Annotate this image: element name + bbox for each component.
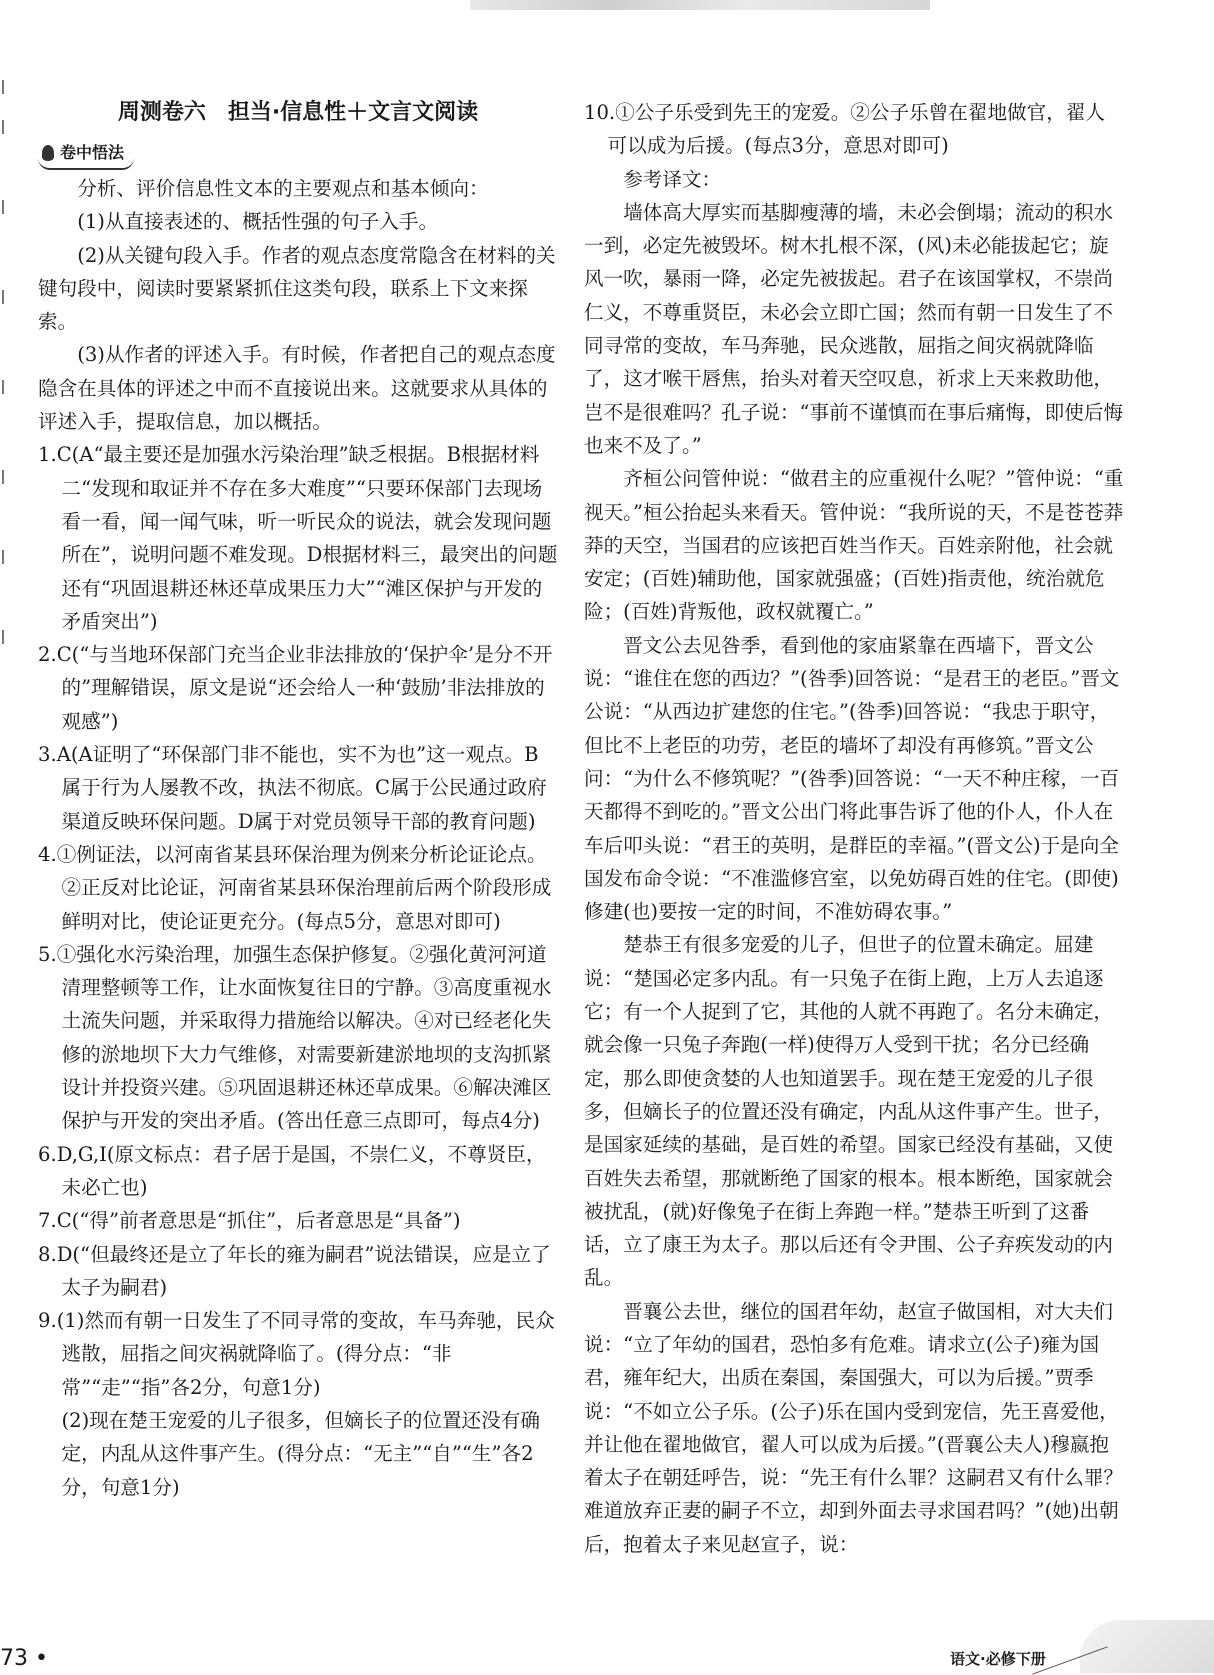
translation-label: 参考译文： <box>623 167 722 191</box>
method-tip: (2)从关键句段入手。作者的观点态度常隐含在材料的关键句段中，阅读时要紧紧抓住这类句段，联系上下文来探索。 <box>38 243 556 334</box>
book-name: 语文·必修下册 <box>950 1650 1046 1668</box>
translation-paragraph: 楚恭王有很多宠爱的儿子，但世子的位置未确定。屈建说：“楚国必定多内乱。有一只兔子在街上跑，上万人去追逐它；有一个人捉到了它，其他的人就不再跑了。名分未确定，就会像一只兔子奔跑(一样)使得万人受到干扰；名分已经确定，那么即使贪婪的人也知道罢手。现在楚王宠爱的儿子很多，但嫡长子的位置还没有确定，内乱从这件事产生。世子，是国家延续的基础，是百姓的希望。国家已经没有基础，又使百姓失去希望，那就断绝了国家的根本。根本断绝，国家就会被扰乱，(就)好像兔子在街上奔跑一样。”楚恭王听到了这番话，立了康王为太子。那以后还有令尹围、公子弃疾发动的内乱。 <box>584 933 1114 1290</box>
answer-item: 4.①例证法，以河南省某县环保治理为例来分析论证论点。②正反对比论证，河南省某县环保治理前后两个阶段形成鲜明对比，使论证更充分。(每点5分，意思对即可) <box>38 842 552 933</box>
answer-item: 6.D,G,I(原文标点：君子居于是国，不崇仁义，不尊贤臣，未必亡也) <box>38 1142 546 1199</box>
answer-subitem: (2)现在楚王宠爱的儿子很多，但嫡长子的位置还没有确定，内乱从这件事产生。(得分点：“无主”“自”“生”各2分，句意1分) <box>61 1408 540 1499</box>
answer-item: 10.①公子乐受到先王的宠爱。②公子乐曾在翟地做官，翟人可以成为后援。(每点3分，意思对即可) <box>584 101 1106 158</box>
translation-paragraph: 齐桓公问管仲说：“做君主的应重视什么呢？”管仲说：“重视天。”桓公抬起头来看天。管仲说：“我所说的天，不是苍苍莽莽的天空，当国君的应该把百姓当作天。百姓亲附他，社会就安定；(百姓)辅助他，国家就强盛；(百姓)指责他，统治就危险；(百姓)背叛他，政权就覆亡。” <box>584 467 1124 624</box>
section-tag-label: 卷中悟法 <box>60 143 125 163</box>
translation-paragraph: 晋文公去见咎季，看到他的家庙紧靠在西墙下，晋文公说：“谁住在您的西边？”(咎季)回答说：“是君王的老臣。”晋文公说：“从西边扩建您的住宅。”(咎季)回答说：“我忠于职守，但比不上老臣的功劳，老臣的墙坏了却没有再修筑。”晋文公问：“为什么不修筑呢？”(咎季)回答说：“一天不种庄稼，一百天都得不到吃的。”晋文公出门将此事告诉了他的仆人，仆人在车后叩头说：“君王的英明，是群臣的幸福。”(晋文公)于是向全国发布命令说：“不准滥修宫室，以免妨碍百姓的住宅。(即使)修建(也)要按一定的时间，不准妨碍农事。” <box>584 633 1120 924</box>
page-title: 周测卷六 担当·信息性＋文言文阅读 <box>117 100 479 125</box>
binding-marks <box>0 80 14 680</box>
answer-item: 2.C(“与当地环保部门充当企业非法排放的‘保护伞’是分不开的”理解错误，原文是说“还会给人一种‘鼓励’非法排放的观感”) <box>38 643 553 733</box>
answer-item: 8.D(“但最终还是立了年长的雍为嗣君”说法错误，应是立了太子为嗣君) <box>38 1242 551 1299</box>
answer-item: 1.C(A“最主要还是加强水污染治理”缺乏根据。B根据材料二“发现和取证并不存在多大难度”“只要环保部门去现场看一看，闻一闻气味，听一听民众的说法，就会发现问题所在”，说明问题不难发现。D根据材料三，最突出的问题还有“巩固退耕还林还草成果压力大”“滩区保护与开发的矛盾突出”) <box>38 443 558 633</box>
lightbulb-icon <box>42 145 54 161</box>
answer-item: 5.①强化水污染治理，加强生态保护修复。②强化黄河河道清理整顿等工作，让水面恢复往日的宁静。③高度重视水土流失问题，并采取得力措施给以解决。④对已经老化失修的淤地坝下大力气维修，对需要新建淤地坝的支沟抓紧设计并投资兴建。⑤巩固退耕还林还草成果。⑥解决滩区保护与开发的突出矛盾。(答出任意三点即可，每点4分) <box>38 942 552 1133</box>
answer-item: 7.C(“得”前者意思是“抓住”，后者意思是“具备”) <box>38 1209 461 1233</box>
translation-paragraph: 墙体高大厚实而基脚瘦薄的墙，未必会倒塌；流动的积水一到，必定先被毁坏。树木扎根不深，(风)未必能拔起它；旋风一吹，暴雨一降，必定先被拔起。君子在该国掌权，不崇尚仁义，不尊重贤臣，未必会立即亡国；然而有朝一日发生了不同寻常的变故，车马奔驰，民众逃散，屈指之间灾祸就降临了，这才喉干唇焦，抬头对着天空叹息，祈求上天来救助他，岂不是很难吗？孔子说：“事前不谨慎而在事后痛悔，即使后悔也来不及了。” <box>584 200 1124 457</box>
page-number: 73 • <box>0 1646 48 1671</box>
method-tip: (1)从直接表述的、概括性强的句子入手。 <box>77 210 439 234</box>
left-column <box>38 96 558 1504</box>
translation-paragraph: 晋襄公去世，继位的国君年幼，赵宣子做国相，对大夫们说：“立了年幼的国君，恐怕多有危难。请求立(公子)雍为国君，雍年纪大，出质在秦国，秦国强大，可以为后援。”贾季说：“不如立公子乐。(公子)乐在国内受到宠信，先王喜爱他，并让他在翟地做官，翟人可以成为后援。”(晋襄公夫人)穆嬴抱着太子在朝廷呼告，说：“先王有什么罪？这嗣君又有什么罪？难道放弃正妻的嗣子不立，却到外面去寻求国君吗？”(她)出朝后，抱着太子来见赵宣子，说： <box>584 1299 1124 1556</box>
footer-decoration <box>1080 1620 1214 1673</box>
scan-edge-decoration <box>470 0 930 10</box>
answer-item: 3.A(A证明了“环保部门非不能也，实不为也”这一观点。B属于行为人屡教不改，执法不彻底。C属于公民通过政府渠道反映环保问题。D属于对党员领导干部的教育问题) <box>38 743 547 833</box>
method-intro: 分析、评价信息性文本的主要观点和基本倾向： <box>77 177 489 200</box>
right-column <box>584 96 1124 1561</box>
method-tip: (3)从作者的评述入手。有时候，作者把自己的观点态度隐含在具体的评述之中而不直接说出来。这就要求从具体的评述入手，提取信息，加以概括。 <box>38 343 556 434</box>
section-tag <box>38 138 134 170</box>
answer-item: 9.(1)然而有朝一日发生了不同寻常的变故，车马奔驰，民众逃散，屈指之间灾祸就降临了。(得分点：“非常”“走”“指”各2分，句意1分) <box>38 1309 555 1399</box>
